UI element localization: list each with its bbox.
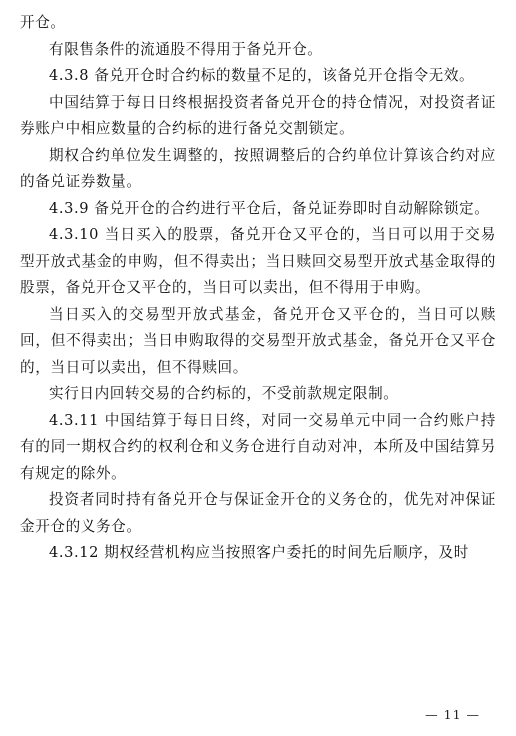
paragraph-4: 中国结算于每日日终根据投资者备兑开仓的持仓情况，对投资者证券账户中相应数量的合约标的进行备兑交割锁定。 <box>20 93 496 137</box>
document-body <box>20 10 496 567</box>
paragraph-7: 4.3.10 当日买入的股票，备兑开仓又平仓的，当日可以用于交易型开放式基金的申购，但不得卖出；当日赎回交易型开放式基金取得的股票，备兑开仓又平仓的，当日可以卖出，但不得用于申购。 <box>20 226 496 296</box>
page-number: — 11 — <box>425 707 480 722</box>
paragraph-12: 4.3.12 期权经营机构应当按照客户委托的时间先后顺序，及时 <box>49 544 469 561</box>
paragraph-1: 开仓。 <box>20 14 66 31</box>
paragraph-3: 4.3.8 备兑开仓时合约标的数量不足的，该备兑开仓指令无效。 <box>49 67 475 84</box>
paragraph-5: 期权合约单位发生调整的，按照调整后的合约单位计算该合约对应的备兑证券数量。 <box>20 146 496 190</box>
paragraph-8: 当日买入的交易型开放式基金，备兑开仓又平仓的，当日可以赎回，但不得卖出；当日申购取得的交易型开放式基金，备兑开仓又平仓的，当日可以卖出，但不得赎回。 <box>20 305 496 376</box>
paragraph-2: 有限售条件的流通股不得用于备兑开仓。 <box>49 40 323 58</box>
paragraph-9: 实行日内回转交易的合约标的，不受前款规定限制。 <box>49 385 399 402</box>
paragraph-11: 投资者同时持有备兑开仓与保证金开仓的义务仓的，优先对冲保证金开仓的义务仓。 <box>20 491 496 535</box>
paragraph-10: 4.3.11 中国结算于每日日终，对同一交易单元中同一合约账户持有的同一期权合约的权利仓和义务仓进行自动对冲，本所及中国结算另有规定的除外。 <box>20 411 496 482</box>
paragraph-6: 4.3.9 备兑开仓的合约进行平仓后，备兑证券即时自动解除锁定。 <box>49 199 490 217</box>
